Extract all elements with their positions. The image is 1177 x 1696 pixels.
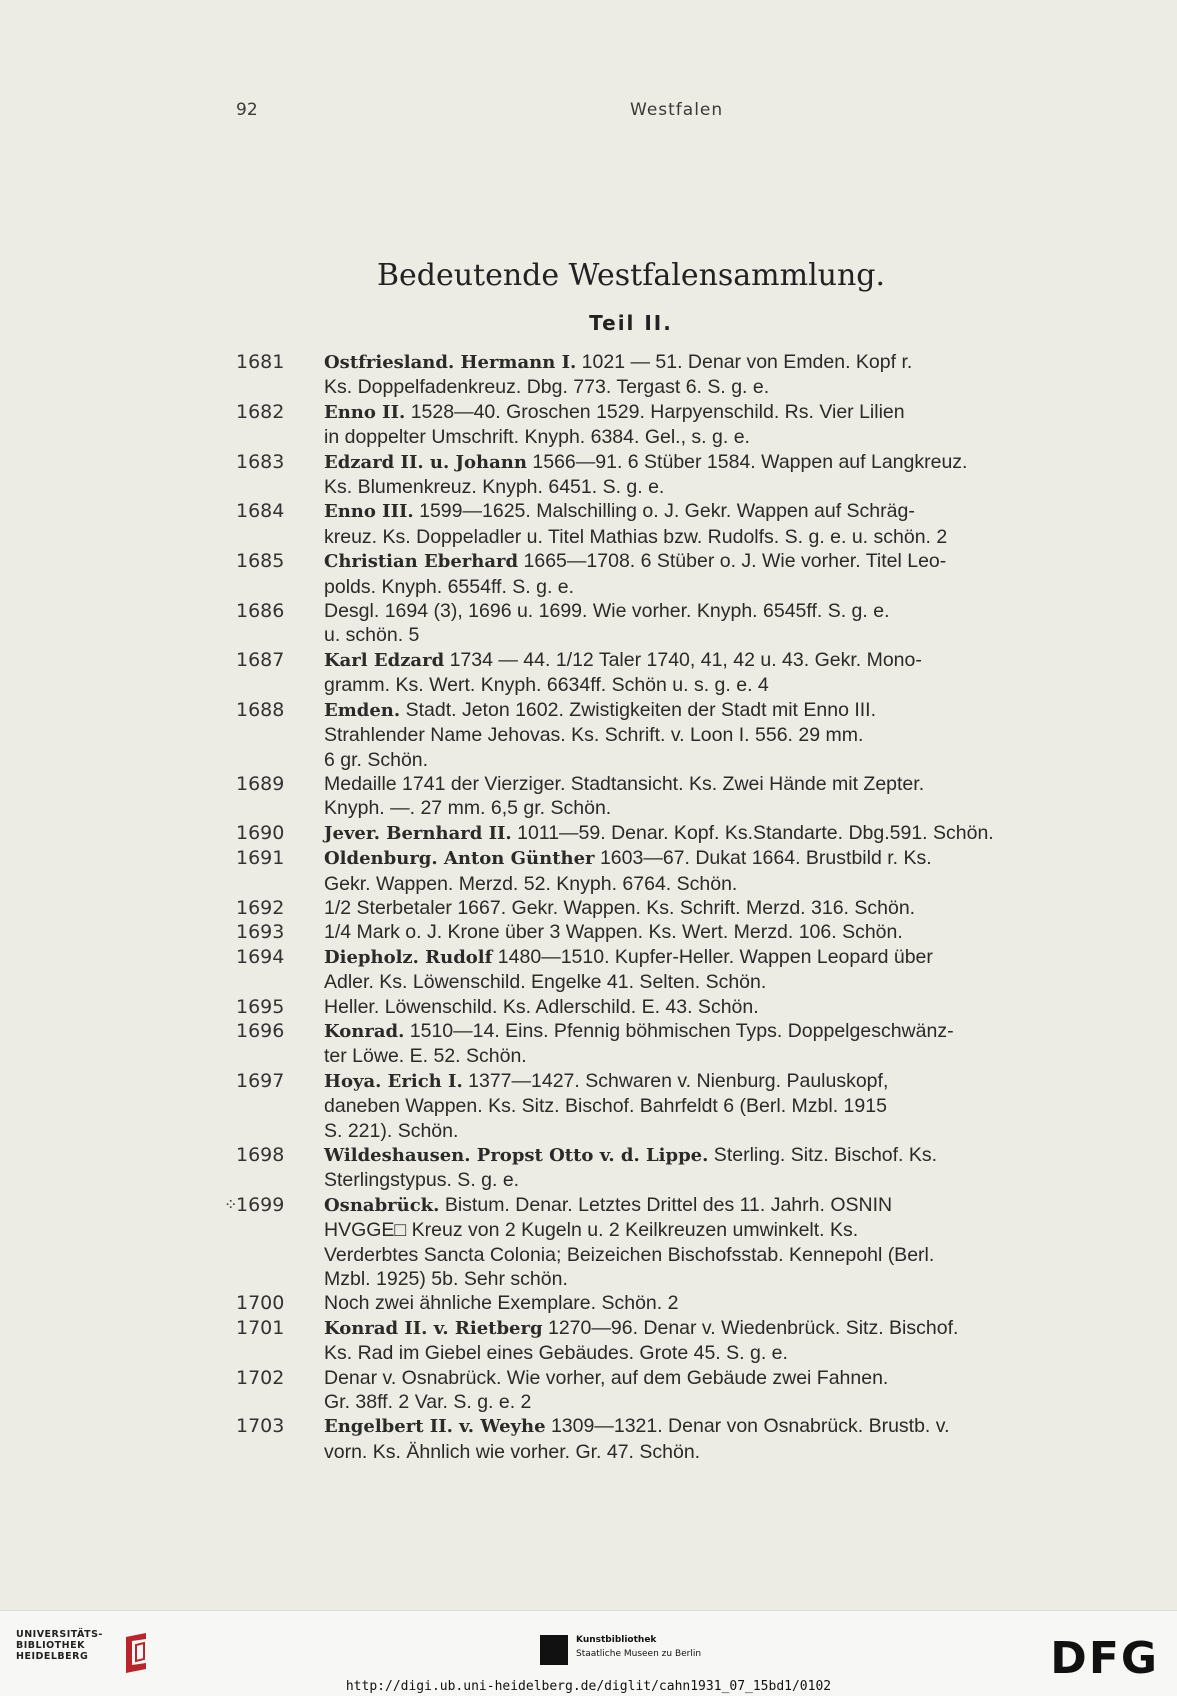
entry-lead: Konrad II. v. Rietberg	[324, 1317, 543, 1339]
entry-lead: Karl Edzard	[324, 649, 445, 671]
entry-text	[324, 1193, 1112, 1292]
entry-lead: Enno II.	[324, 401, 406, 423]
entry-description: 1377—1427. Schwaren v. Nienburg. Pauluskopf, daneben Wappen. Ks. Sitz. Bischof. Bahrfeldt 6 (Berl. Mzbl. 1915 S. 221). Schön.	[324, 1069, 889, 1142]
entry-number-text: 1691	[236, 847, 285, 870]
entry-lead: Osnabrück.	[324, 1194, 440, 1216]
entry-number	[236, 698, 298, 722]
entry-number-text: 1698	[236, 1144, 285, 1166]
entry-number-text: 1700	[236, 1292, 285, 1315]
catalog-entry	[0, 549, 1177, 599]
entry-description: 1480—1510. Kupfer-Heller. Wappen Leopard über Adler. Ks. Löwenschild. Engelke 41. Selten. Schön.	[324, 945, 933, 994]
entry-number-text: 1684	[236, 500, 285, 523]
entry-text	[324, 995, 1112, 1019]
entry-lead: Emden.	[324, 699, 401, 721]
entry-text	[324, 350, 1112, 400]
entry-text	[324, 1414, 1112, 1464]
entry-description: Noch zwei ähnliche Exemplare. Schön. 2	[324, 1292, 679, 1315]
running-head	[0, 100, 1177, 126]
entry-description: Heller. Löwenschild. Ks. Adlerschild. E. 43. Schön.	[324, 995, 759, 1018]
catalog-entry	[0, 846, 1177, 896]
entry-number-text: 1695	[236, 995, 285, 1018]
entry-lead: Jever. Bernhard II.	[324, 822, 512, 844]
entry-lead: Christian Eberhard	[324, 551, 519, 573]
entry-number	[236, 920, 298, 944]
entry-text	[324, 896, 1112, 920]
entry-number	[224, 1193, 298, 1217]
entry-number	[236, 1366, 298, 1390]
entry-number-text: 1686	[236, 600, 285, 623]
entry-lead: Enno III.	[324, 501, 414, 523]
entry-number-text: 1703	[236, 1415, 285, 1438]
entry-number	[236, 599, 298, 623]
entry-number-text: 1702	[236, 1366, 285, 1389]
catalog-entry	[0, 1019, 1177, 1069]
catalog-entry	[0, 821, 1177, 846]
kb-subtitle: Staatliche Museen zu Berlin	[576, 1649, 702, 1659]
catalog-entry	[0, 599, 1177, 648]
entry-text	[324, 846, 1112, 896]
catalog-entry	[0, 648, 1177, 698]
entry-text	[324, 499, 1112, 549]
entry-number-text: 1693	[236, 921, 285, 944]
entry-text	[324, 821, 1112, 846]
kb-title: Kunstbibliothek	[576, 1635, 657, 1645]
catalog-entry	[0, 698, 1177, 772]
entry-number	[236, 896, 298, 920]
entry-lead: Ostfriesland. Hermann I.	[324, 352, 577, 373]
entry-description: 1599—1625. Malschilling o. J. Gekr. Wappen auf Schräg- kreuz. Ks. Doppeladler u. Titel Mathias bzw. Rudolfs. S. g. e. u. schön. 2	[324, 500, 948, 548]
entry-text	[324, 400, 1112, 450]
entry-text	[324, 599, 1112, 648]
entry-number	[236, 821, 298, 845]
catalog-entry	[0, 1069, 1177, 1143]
entry-text	[324, 648, 1112, 698]
catalog-entry	[0, 450, 1177, 500]
ub-line-1: UNIVERSITÄTS-	[16, 1629, 103, 1640]
entry-description: 1/2 Sterbetaler 1667. Gekr. Wappen. Ks. Schrift. Merzd. 316. Schön.	[324, 896, 916, 919]
entry-description: 1665—1708. 6 Stüber o. J. Wie vorher. Titel Leo- polds. Knyph. 6554ff. S. g. e.	[324, 550, 947, 598]
catalog-entry	[0, 400, 1177, 450]
entry-number	[236, 400, 298, 424]
entry-number-text: 1687	[236, 648, 285, 671]
entry-number	[236, 846, 298, 870]
page-title: Bedeutende Westfalensammlung.	[376, 258, 886, 293]
entry-text	[324, 549, 1112, 599]
catalog-entry	[0, 1366, 1177, 1415]
entry-number-text: 1697	[236, 1069, 285, 1092]
entry-lead: Konrad.	[324, 1020, 405, 1042]
entry-marker-icon: ⁘	[224, 1194, 238, 1214]
entry-number	[236, 772, 298, 796]
entry-description: 1309—1321. Denar von Osnabrück. Brustb. v. vorn. Ks. Ähnlich wie vorher. Gr. 47. Schön.	[324, 1415, 950, 1463]
entry-lead: Diepholz. Rudolf	[324, 946, 493, 968]
entry-number	[236, 995, 298, 1019]
entry-lead: Hoya. Erich I.	[324, 1070, 463, 1092]
entry-text	[324, 1019, 1112, 1069]
entry-number-text: 1696	[236, 1019, 285, 1042]
catalog-entry	[0, 1414, 1177, 1464]
entry-number	[236, 1291, 298, 1315]
entry-description: Desgl. 1694 (3), 1696 u. 1699. Wie vorher. Knyph. 6545ff. S. g. e. u. schön. 5	[324, 600, 890, 647]
entry-text	[324, 1366, 1112, 1415]
entry-number	[236, 450, 298, 474]
entry-text	[324, 920, 1112, 944]
entry-number-text: 1701	[236, 1316, 285, 1339]
entry-text	[324, 1069, 1112, 1143]
catalog-entry	[0, 945, 1177, 995]
entry-description: Stadt. Jeton 1602. Zwistigkeiten der Stadt mit Enno III. Strahlender Name Jehovas. Ks. Schrift. v. Loon I. 556. 29 mm. 6 gr. Schön.	[324, 698, 877, 771]
entry-description: Denar v. Osnabrück. Wie vorher, auf dem Gebäude zwei Fahnen. Gr. 38ff. 2 Var. S. g. e. 2	[324, 1366, 889, 1414]
entry-number-text: 1699	[236, 1193, 285, 1216]
entry-description: 1603—67. Dukat 1664. Brustbild r. Ks. Gekr. Wappen. Merzd. 52. Knyph. 6764. Schön.	[324, 847, 932, 895]
entry-number	[236, 648, 298, 672]
running-head-title: Westfalen	[630, 100, 724, 120]
entry-number-text: 1681	[236, 351, 285, 373]
entry-number-text: 1685	[236, 550, 285, 573]
ub-line-3: HEIDELBERG	[16, 1651, 89, 1662]
entry-lead: Wildeshausen. Propst Otto v. d. Lippe.	[324, 1145, 709, 1166]
catalog-entry	[0, 995, 1177, 1019]
entry-description: 1011—59. Denar. Kopf. Ks.Standarte. Dbg.591. Schön.	[511, 821, 994, 844]
kunstbibliothek-emblem-icon	[540, 1635, 568, 1665]
catalog-entry	[0, 350, 1177, 400]
entry-description: Medaille 1741 der Vierziger. Stadtansicht. Ks. Zwei Hände mit Zepter. Knyph. —. 27 mm. 6,5 gr. Schön.	[324, 772, 925, 820]
entry-text	[324, 1291, 1112, 1315]
entry-number-text: 1694	[236, 945, 285, 968]
entry-description: 1528—40. Groschen 1529. Harpyenschild. Rs. Vier Lilien in doppelter Umschrift. Knyph. 6384. Gel., s. g. e.	[324, 400, 905, 449]
entry-number-text: 1690	[236, 821, 285, 844]
page-subtitle: Teil II.	[589, 311, 673, 335]
entry-text	[324, 450, 1112, 500]
entry-number	[236, 1019, 298, 1043]
entry-lead: Oldenburg. Anton Günther	[324, 848, 595, 870]
entry-number	[236, 1143, 298, 1167]
catalog-entry	[0, 1316, 1177, 1366]
dfg-logo[interactable]: DFG	[1050, 1633, 1159, 1684]
entry-number	[236, 549, 298, 573]
ub-line-2: BIBLIOTHEK	[16, 1640, 85, 1651]
entry-number-text: 1688	[236, 698, 285, 721]
entry-description: Sterling. Sitz. Bischof. Ks. Sterlingstypus. S. g. e.	[324, 1144, 938, 1192]
entry-lead: Engelbert II. v. Weyhe	[324, 1416, 546, 1438]
catalog-entry	[0, 499, 1177, 549]
entry-number-text: 1692	[236, 896, 285, 919]
entry-text	[324, 772, 1112, 821]
university-library-logo[interactable]	[16, 1629, 156, 1679]
entry-text	[324, 945, 1112, 995]
permalink-url[interactable]: http://digi.ub.uni-heidelberg.de/diglit/cahn1931_07_15bd1/0102	[345, 1679, 832, 1694]
entry-description: 1021 — 51. Denar von Emden. Kopf r. Ks. Doppelfadenkreuz. Dbg. 773. Tergast 6. S. g. e.	[324, 351, 913, 399]
entry-number	[236, 945, 298, 969]
entry-description: 1510—14. Eins. Pfennig böhmischen Typs. Doppelgeschwänz- ter Löwe. E. 52. Schön.	[324, 1019, 954, 1068]
entry-number-text: 1682	[236, 400, 285, 423]
entry-text	[324, 698, 1112, 772]
catalog-entry	[0, 772, 1177, 821]
entry-number	[236, 1414, 298, 1438]
catalog-entry	[0, 920, 1177, 944]
entry-number-text: 1689	[236, 772, 285, 795]
entry-lead: Edzard II. u. Johann	[324, 451, 527, 473]
entry-number	[236, 499, 298, 523]
catalog-entry	[0, 1193, 1177, 1292]
entry-description: 1566—91. 6 Stüber 1584. Wappen auf Langkreuz. Ks. Blumenkreuz. Knyph. 6451. S. g. e.	[324, 450, 968, 499]
catalog-entry	[0, 1143, 1177, 1193]
catalog-entry	[0, 1291, 1177, 1315]
ub-emblem-icon	[120, 1631, 152, 1675]
entry-text	[324, 1143, 1112, 1193]
catalog-entry	[0, 896, 1177, 920]
page-number: 92	[236, 100, 258, 120]
entry-number	[236, 1316, 298, 1340]
entry-number	[236, 350, 298, 374]
entry-number-text: 1683	[236, 450, 285, 473]
entry-description: 1270—96. Denar v. Wiedenbrück. Sitz. Bischof. Ks. Rad im Giebel eines Gebäudes. Grote 45. S. g. e.	[324, 1316, 959, 1365]
entry-number	[236, 1069, 298, 1093]
catalog-entries	[0, 350, 1177, 1464]
entry-description: 1734 — 44. 1/12 Taler 1740, 41, 42 u. 43. Gekr. Mono- gramm. Ks. Wert. Knyph. 6634ff. Schön u. s. g. e. 4	[324, 648, 922, 697]
entry-description: 1/4 Mark o. J. Krone über 3 Wappen. Ks. Wert. Merzd. 106. Schön.	[324, 921, 903, 944]
entry-description: Bistum. Denar. Letztes Drittel des 11. Jahrh. OSNIN HVGGE□ Kreuz von 2 Kugeln u. 2 Keilkreuzen umwinkelt. Ks. Verderbtes Sancta Colonia; Beizeichen Bischofsstab. Kennepohl (Berl. Mzbl. 1925) 5b. Sehr schön.	[324, 1193, 935, 1291]
entry-text	[324, 1316, 1112, 1366]
viewer-footer	[0, 1610, 1177, 1696]
